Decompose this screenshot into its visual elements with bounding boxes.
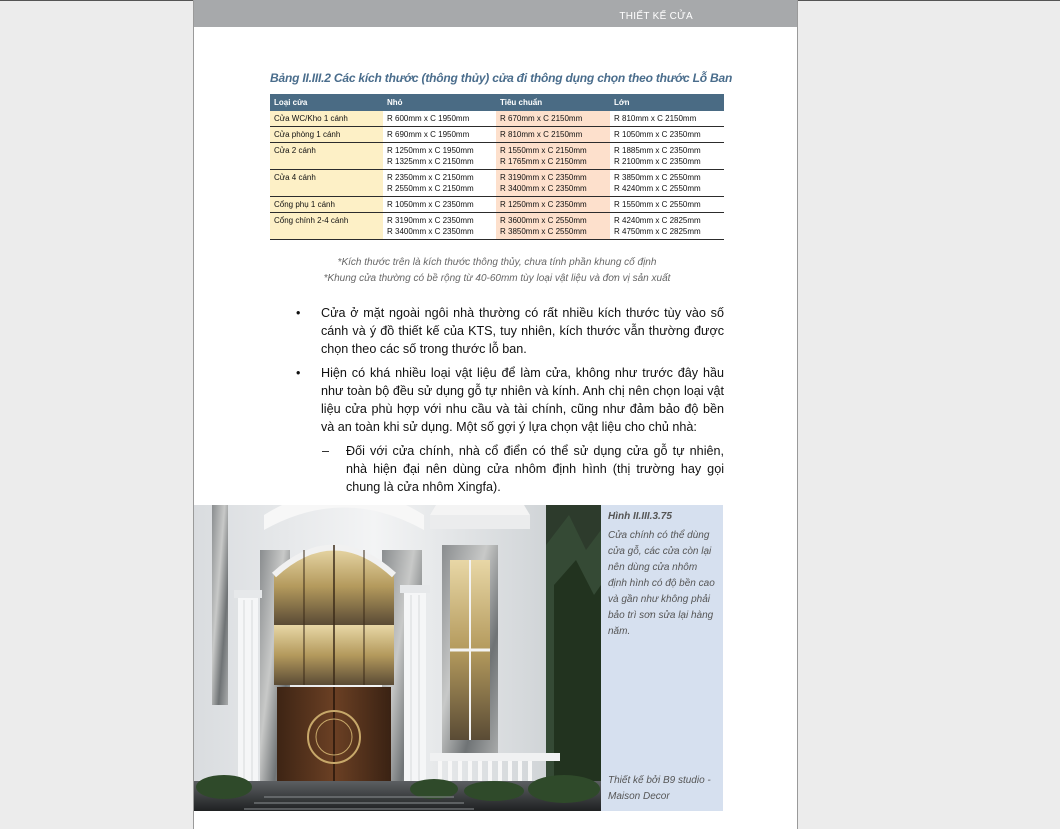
bullet-text: Cửa ở mặt ngoài ngôi nhà thường có rất nhiều kích thước tùy vào số cánh và ý đồ thiết kế của KTS, tuy nhiên, kích thước vẫn thường được chọn theo các số trong thước lỗ ban.	[321, 306, 724, 356]
page-header-band	[194, 0, 798, 27]
size-large-cell: R 1885mm x C 2350mm R 2100mm x C 2350mm	[610, 143, 724, 170]
column-header-small: Nhỏ	[383, 94, 496, 111]
size-standard-cell: R 810mm x C 2150mm	[496, 127, 610, 143]
column-header-large: Lớn	[610, 94, 724, 111]
bullet-text: Hiện có khá nhiều loại vật liệu để làm cửa, không như trước đây hầu như toàn bộ đều sử dụng gỗ tự nhiên và kính. Anh chị nên chọn loại vật liệu cửa phù hợp với nhu cầu và tài chính, cũng như đảm bảo độ bền và an toàn khi sử dụng. Một số gợi ý lựa chọn vật liệu cho chủ nhà:	[321, 366, 724, 434]
size-standard-cell: R 1550mm x C 2150mm R 1765mm x C 2150mm	[496, 143, 610, 170]
size-standard-cell: R 670mm x C 2150mm	[496, 111, 610, 127]
size-standard-cell: R 1250mm x C 2350mm	[496, 197, 610, 213]
figure-caption: Cửa chính có thể dùng cửa gỗ, các cửa còn lại nên dùng cửa nhôm định hình có độ bền cao và gần như không phải bảo trì sơn sửa lại hàng năm.	[608, 530, 715, 637]
bullet-item	[290, 304, 724, 358]
size-small-cell: R 1250mm x C 1950mm R 1325mm x C 2150mm	[383, 143, 496, 170]
size-large-cell: R 1050mm x C 2350mm	[610, 127, 724, 143]
size-large-cell: R 1550mm x C 2550mm	[610, 197, 724, 213]
table-title: Bảng II.III.2 Các kích thước (thông thủy) cửa đi thông dụng chọn theo thước Lỗ Ban	[270, 71, 733, 85]
bullet-mark: •	[296, 306, 301, 320]
table-row	[270, 127, 724, 143]
size-large-cell: R 4240mm x C 2825mm R 4750mm x C 2825mm	[610, 213, 724, 240]
table-note: *Khung cửa thường có bề rộng từ 40-60mm tùy loại vật liệu và đơn vị sản xuất	[323, 273, 671, 284]
column-header-type: Loại cửa	[270, 94, 383, 111]
door-type-cell: Cửa 2 cánh	[270, 143, 383, 170]
table-row	[270, 143, 724, 170]
sub-bullet-item	[290, 442, 724, 496]
section-title: THIẾT KẾ CỬA	[619, 11, 693, 22]
sub-bullet-text: Đối với cửa chính, nhà cổ điển có thể sử dụng cửa gỗ tự nhiên, nhà hiện đại nên dùng cửa nhôm định hình (thị trường hay gọi chung là cửa nhôm Xingfa).	[346, 444, 724, 494]
size-small-cell: R 690mm x C 1950mm	[383, 127, 496, 143]
size-standard-cell: R 3190mm x C 2350mm R 3400mm x C 2350mm	[496, 170, 610, 197]
figure-credit: Thiết kế bởi B9 studio - Maison Decor	[608, 775, 711, 802]
table-row	[270, 213, 724, 240]
size-standard-cell: R 3600mm x C 2550mm R 3850mm x C 2550mm	[496, 213, 610, 240]
table-note: *Kích thước trên là kích thước thông thủy, chưa tính phần khung cố định	[337, 257, 657, 268]
size-large-cell: R 3850mm x C 2550mm R 4240mm x C 2550mm	[610, 170, 724, 197]
document-page	[193, 0, 798, 829]
door-size-table	[270, 94, 724, 240]
size-small-cell: R 600mm x C 1950mm	[383, 111, 496, 127]
column-header-standard: Tiêu chuẩn	[496, 94, 610, 111]
figure-label: Hình II.III.3.75	[608, 511, 672, 522]
size-small-cell: R 3190mm x C 2350mm R 3400mm x C 2350mm	[383, 213, 496, 240]
table-row	[270, 170, 724, 197]
table-row	[270, 197, 724, 213]
door-type-cell: Cửa 4 cánh	[270, 170, 383, 197]
door-type-cell: Cửa phòng 1 cánh	[270, 127, 383, 143]
door-type-cell: Cổng chính 2-4 cánh	[270, 213, 383, 240]
size-small-cell: R 1050mm x C 2350mm	[383, 197, 496, 213]
table-header-row	[270, 94, 724, 111]
bullet-item	[290, 364, 724, 436]
bullet-mark: •	[296, 366, 301, 380]
body-text	[290, 304, 724, 496]
dash-mark: –	[322, 444, 330, 458]
size-large-cell: R 810mm x C 2150mm	[610, 111, 724, 127]
villa-entrance-photo	[194, 505, 601, 811]
table-row	[270, 111, 724, 127]
size-small-cell: R 2350mm x C 2150mm R 2550mm x C 2150mm	[383, 170, 496, 197]
door-type-cell: Cửa WC/Kho 1 cánh	[270, 111, 383, 127]
figure-caption-panel	[601, 505, 723, 811]
door-type-cell: Cổng phụ 1 cánh	[270, 197, 383, 213]
